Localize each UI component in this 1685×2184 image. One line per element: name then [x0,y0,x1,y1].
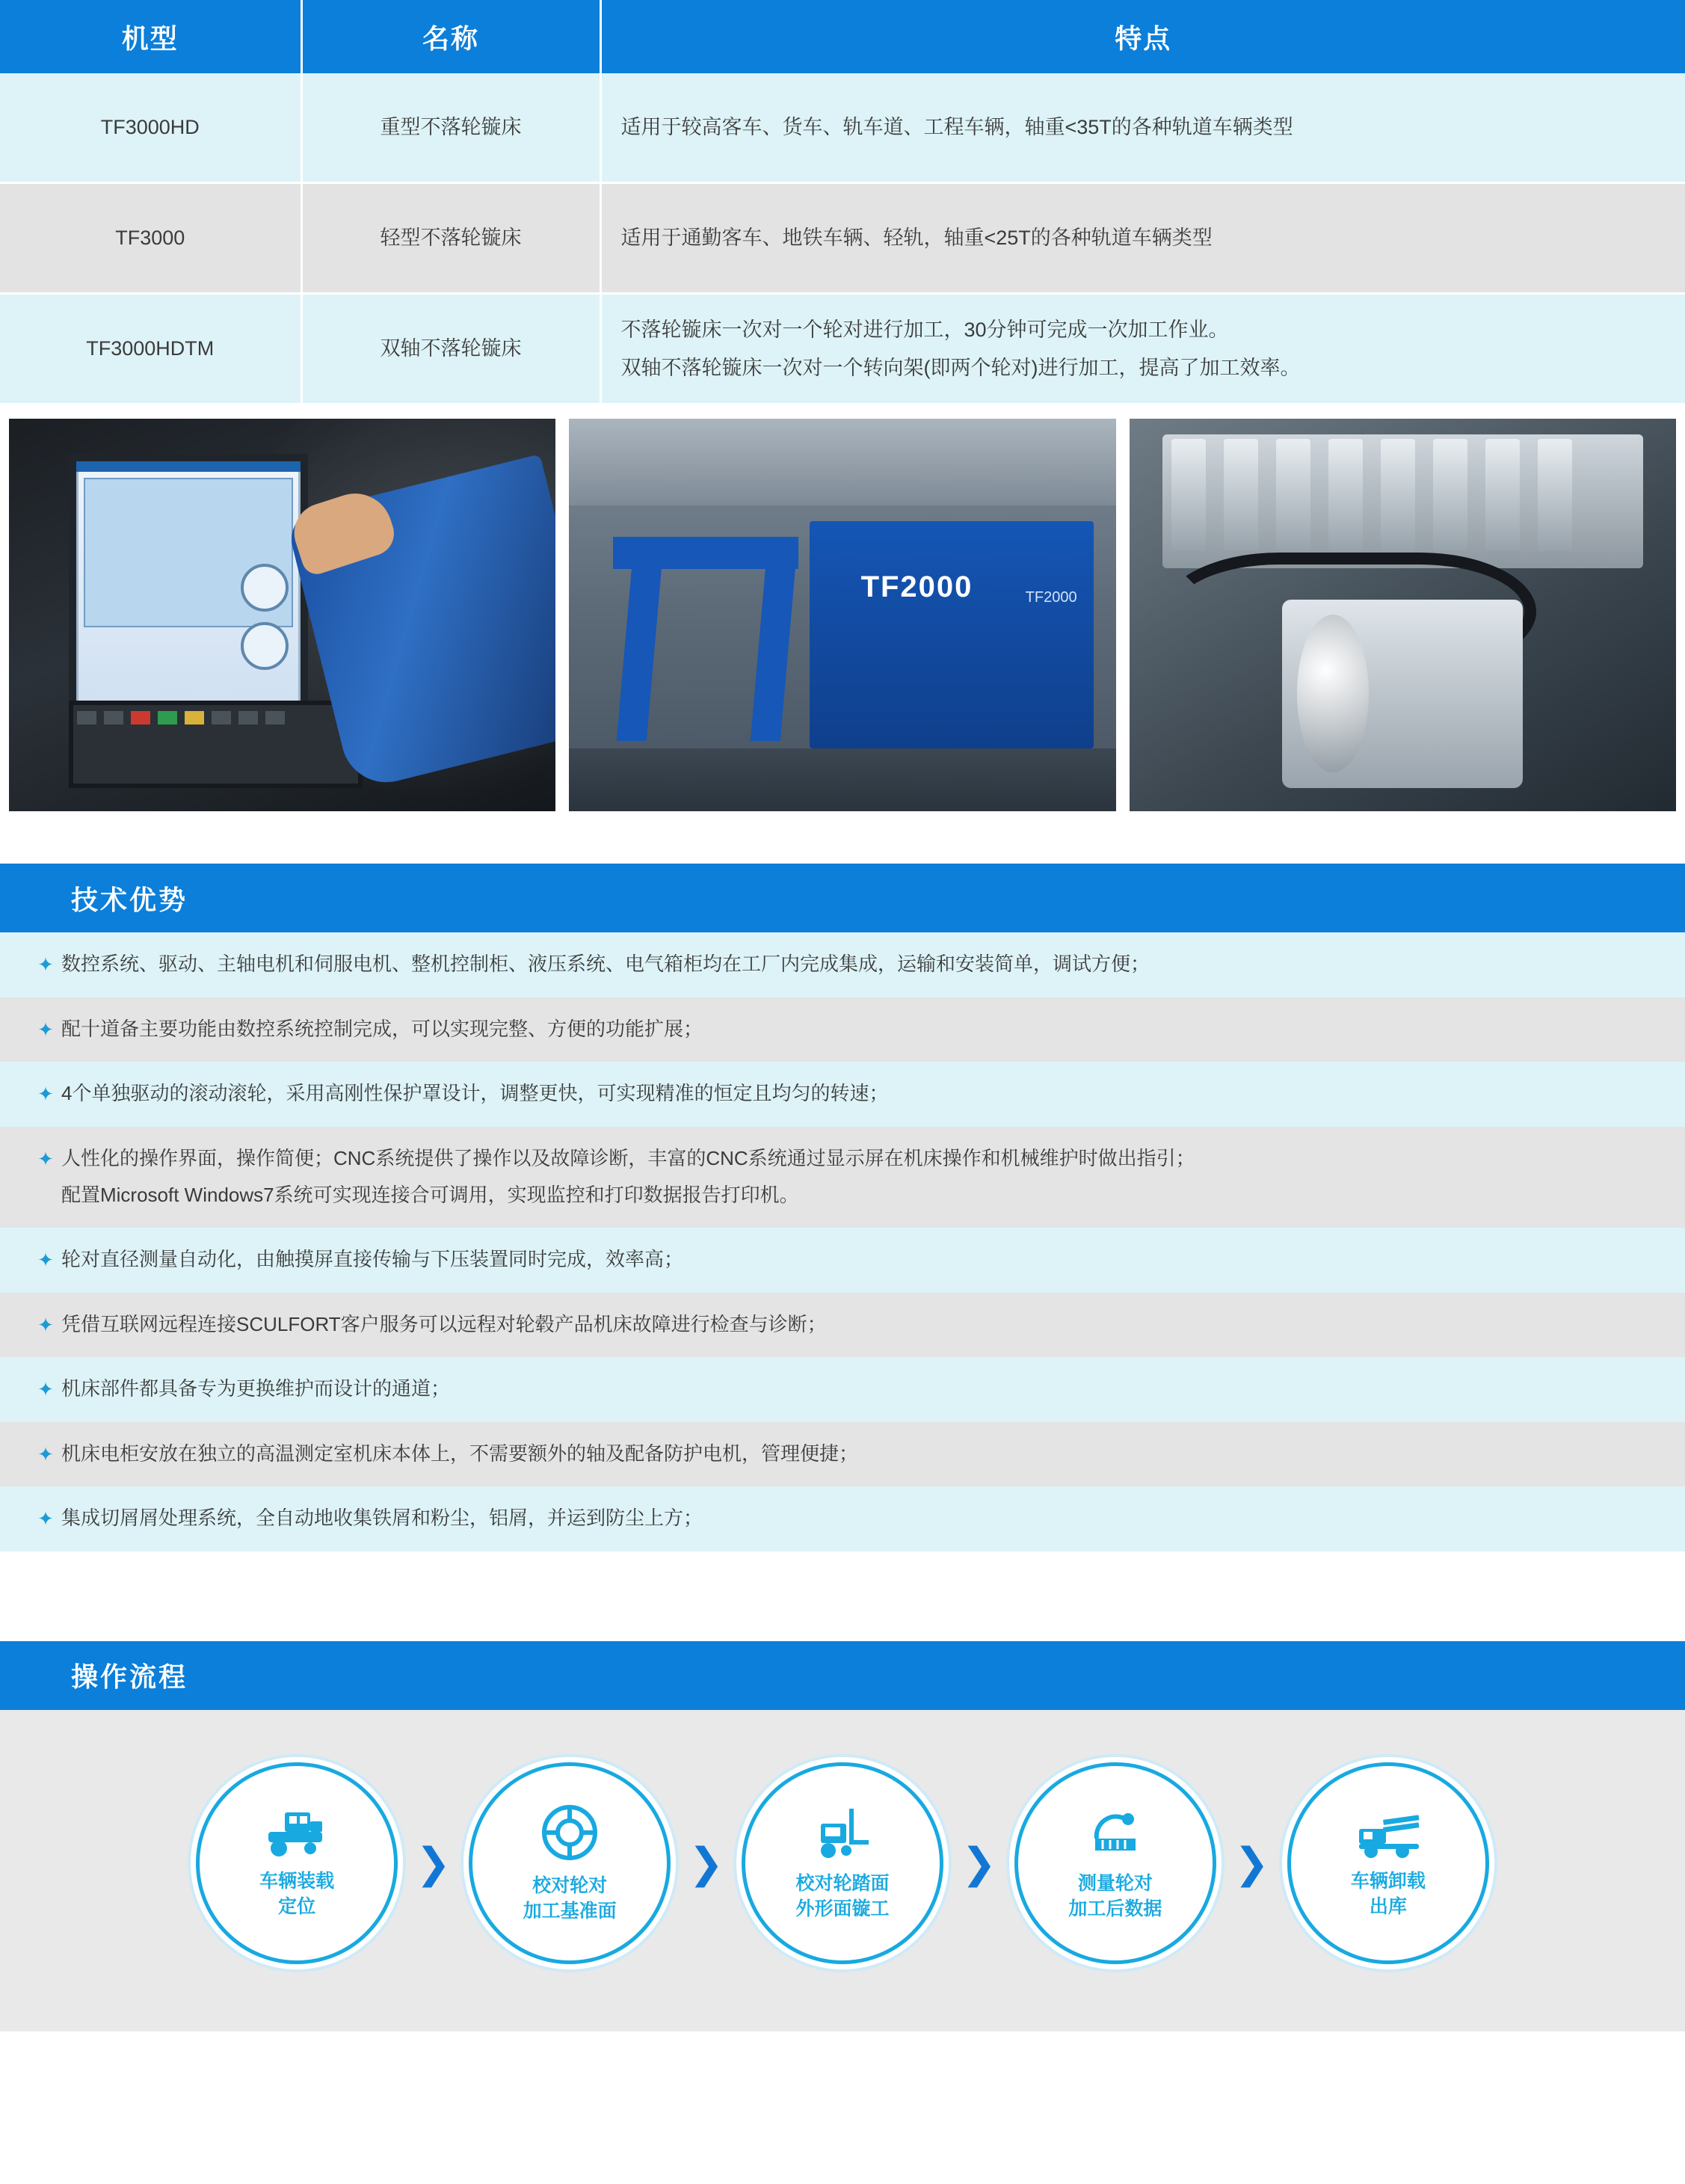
bullet-icon: ✦ [37,1442,54,1465]
flow-step-tread-machining [742,1762,943,1964]
list-item [0,1357,1685,1422]
hydraulic-motor [1282,600,1523,788]
cell-feature: 适用于较高客车、货车、轨车道、工程车辆，轴重<35T的各种轨道车辆类型 [600,73,1685,183]
bullet-icon: ✦ [37,1313,54,1336]
advantage-text-block [61,1143,1640,1211]
model-spec-table [0,0,1685,405]
cell-model: TF3000HDTM [0,294,301,404]
machine-model-sublabel: TF2000 [1025,588,1077,606]
list-item [0,1062,1685,1127]
screen-dial-icon [241,564,289,612]
flow-step-vehicle-loading [196,1762,398,1964]
table-header-model: 机型 [0,0,301,73]
list-item [0,997,1685,1062]
flow-arrow-icon: ❯ [689,1839,724,1886]
bullet-icon: ✦ [37,1248,54,1271]
table-header-row [0,0,1685,73]
flow-step-label: 车辆卸载 出库 [1350,1871,1426,1917]
valve-unit [1485,439,1520,551]
cell-name: 轻型不落轮镟床 [301,183,600,294]
gantry-leg [751,565,795,741]
advantage-text: 凭借互联网远程连接SCULFORT客户服务可以远程对轮毂产品机床故障进行检查与诊断； [61,1312,827,1335]
machine-tf2000-photo [569,419,1115,811]
advantage-text: 4个单独驱动的滚动滚轮，采用高刚性保护罩设计，调整更快，可实现精准的恒定且均匀的转速； [61,1082,889,1105]
table-header-feature: 特点 [600,0,1685,73]
hydraulic-valves-photo [1130,419,1676,811]
valve-bank [1162,434,1644,568]
cell-name: 双轴不落轮镟床 [301,294,600,404]
cnc-keypad [69,701,362,788]
flow-step-label: 校对轮对 加工基准面 [523,1875,617,1922]
list-item [0,1228,1685,1293]
list-item [0,1422,1685,1487]
bullet-icon: ✦ [37,1083,54,1106]
advantage-text-line: 配置Microsoft Windows7系统可实现连接合可调用，实现监控和打印数据报告打印机。 [61,1184,799,1207]
advantage-text: 机床部件都具备专为更换维护而设计的通道； [61,1377,451,1400]
cell-feature-line: 不落轮镟床一次对一个轮对进行加工，30分钟可完成一次加工作业。 [620,319,1229,341]
bullet-icon: ✦ [37,1147,54,1170]
table-row [0,294,1685,404]
process-section-title: 操作流程 [0,1641,1685,1710]
cell-feature: 适用于通勤客车、地铁车辆、轻轨，轴重<25T的各种轨道车辆类型 [600,183,1685,294]
valve-unit [1224,439,1258,551]
advantage-text: 机床电柜安放在独立的高温测定室机床本体上，不需要额外的轴及配备防护电机，管理便捷； [61,1442,859,1465]
machine-gantry [613,537,799,741]
machine-model-label: TF2000 [860,570,973,604]
cell-model: TF3000 [0,183,301,294]
advantage-text-line: 人性化的操作界面，操作简便；CNC系统提供了操作以及故障诊断，丰富的CNC系统通过显示屏在机床操作和机械维护时做出指引； [61,1146,1195,1169]
advantages-list [0,932,1685,1551]
valve-unit [1171,439,1206,551]
list-item [0,1486,1685,1551]
keypad-key [131,711,150,725]
list-item [0,1127,1685,1228]
photo-gallery [0,419,1685,811]
flow-step-label: 车辆装载 定位 [259,1871,335,1917]
bullet-icon: ✦ [37,1018,54,1041]
tow-truck-icon [1353,1806,1423,1859]
table-header-name: 名称 [301,0,600,73]
valve-unit [1328,439,1363,551]
cell-name: 重型不落轮镟床 [301,73,600,183]
caliper-icon [1083,1804,1148,1861]
flow-arrow-icon: ❯ [1233,1839,1269,1886]
bullet-icon: ✦ [37,953,54,976]
flow-step-vehicle-unloading [1287,1762,1489,1964]
workshop-floor [569,748,1115,811]
keypad-key [185,711,204,725]
machine-body [810,521,1094,749]
keypad-key [77,711,96,725]
locomotive-icon [262,1806,331,1859]
table-row [0,73,1685,183]
cell-model: TF3000HD [0,73,301,183]
keypad-key [265,711,285,725]
screen-dial-secondary-icon [241,622,289,670]
advantage-text: 配十道备主要功能由数控系统控制完成，可以实现完整、方便的功能扩展； [61,1017,703,1040]
process-flow [0,1710,1685,2031]
flow-arrow-icon: ❯ [961,1839,996,1886]
cnc-control-panel-photo [9,419,555,811]
advantage-text: 数控系统、驱动、主轴电机和伺服电机、整机控制柜、液压系统、电气箱柜均在工厂内完成集成，运输和安装简单，调试方便； [61,953,1150,975]
advantages-section-title: 技术优势 [0,864,1685,932]
screen-title-bar [76,461,301,472]
motor-flange [1297,615,1370,773]
cell-feature-line: 双轴不落轮镟床一次对一个转向架(即两个轮对)进行加工，提高了加工效率。 [620,356,1301,379]
list-item [0,1293,1685,1358]
table-row [0,183,1685,294]
keypad-key [238,711,258,725]
bullet-icon: ✦ [37,1507,54,1531]
cell-feature [600,294,1685,404]
forklift-icon [810,1804,875,1861]
advantage-text: 轮对直径测量自动化，由触摸屏直接传输与下压装置同时完成，效率高； [61,1247,684,1270]
advantage-text: 集成切屑屑处理系统，全自动地收集铁屑和粉尘，铝屑，并运到防尘上方； [61,1507,703,1530]
gantry-leg [616,565,661,741]
valve-unit [1381,439,1415,551]
bullet-icon: ✦ [37,1378,54,1401]
flow-arrow-icon: ❯ [416,1839,452,1886]
flow-step-measurement [1014,1762,1216,1964]
flow-step-label: 校对轮踏面 外形面镟工 [795,1873,890,1919]
flow-step-label: 测量轮对 加工后数据 [1068,1873,1162,1919]
gantry-beam [613,537,799,570]
list-item [0,932,1685,997]
flow-step-wheel-alignment [469,1762,671,1964]
valve-unit [1538,439,1572,551]
valve-unit [1433,439,1467,551]
keypad-key [104,711,123,725]
valve-unit [1276,439,1310,551]
keypad-key [158,711,177,725]
keypad-key [212,711,231,725]
workshop-ceiling [569,419,1115,505]
wheel-icon [539,1802,600,1863]
cnc-screen [69,454,308,713]
